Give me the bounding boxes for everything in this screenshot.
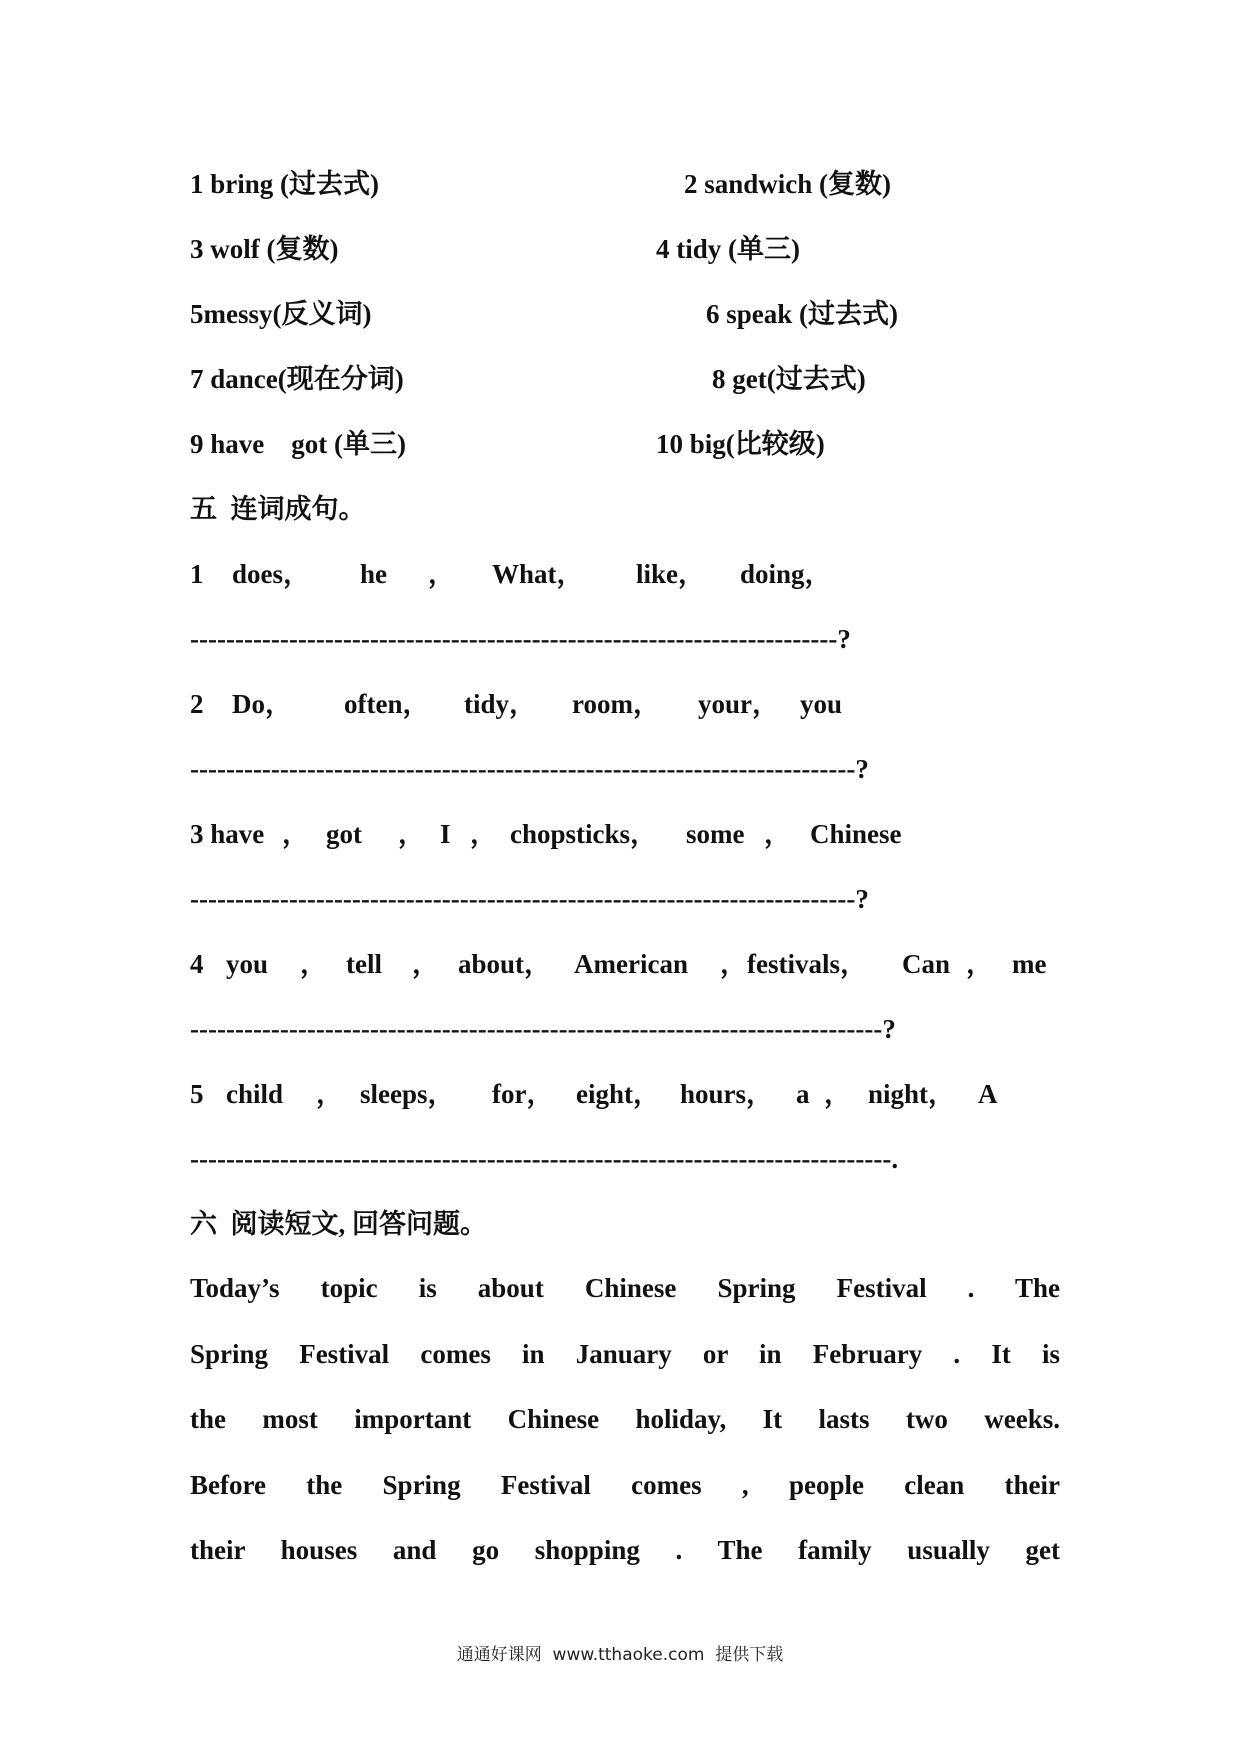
section-title-text: 五 连词成句。 bbox=[190, 494, 366, 524]
word: ， bbox=[428, 559, 455, 589]
word: 3 have bbox=[190, 819, 265, 849]
answer-line bbox=[0, 999, 1240, 1059]
word-form-item: 10 big(比较级) bbox=[656, 429, 825, 459]
answer-dashes: --------------------------------------------------------------------------? bbox=[190, 884, 869, 914]
word: ， bbox=[764, 819, 791, 849]
word: ， bbox=[412, 949, 439, 979]
answer-line bbox=[0, 1129, 1240, 1189]
word: for， bbox=[492, 1079, 554, 1109]
word: you bbox=[800, 689, 843, 719]
word: about， bbox=[458, 949, 552, 979]
section-title bbox=[0, 1194, 1240, 1254]
answer-dashes: -----------------------------------------------------------------------------? bbox=[190, 1014, 896, 1044]
word-form-row bbox=[0, 349, 1240, 409]
word-form-item: 5messy(反义词) bbox=[190, 299, 372, 329]
word: tell bbox=[346, 949, 382, 979]
word: ， bbox=[316, 1079, 343, 1109]
scrambled-words-row bbox=[0, 544, 1240, 604]
passage-line: their houses and go shopping . The family usually get bbox=[190, 1535, 1060, 1565]
answer-line bbox=[0, 869, 1240, 929]
word: like， bbox=[636, 559, 706, 589]
word-form-item: 1 bring (过去式) bbox=[190, 169, 379, 199]
word: What， bbox=[492, 559, 584, 589]
footer-text: 通通好课网 www.tthaoke.com 提供下载 bbox=[456, 1645, 784, 1665]
word: 1 bbox=[190, 559, 204, 589]
section-title bbox=[0, 479, 1240, 539]
word: I bbox=[440, 819, 451, 849]
answer-line bbox=[0, 609, 1240, 669]
word-form-row bbox=[0, 154, 1240, 214]
word-form-item: 3 wolf (复数) bbox=[190, 234, 339, 264]
word-form-item: 6 speak (过去式) bbox=[706, 299, 899, 329]
word: some bbox=[686, 819, 745, 849]
word-form-item: 4 tidy (单三) bbox=[656, 234, 800, 264]
word: does， bbox=[232, 559, 311, 589]
word: got bbox=[326, 819, 362, 849]
word: a bbox=[796, 1079, 810, 1109]
scrambled-words-row bbox=[0, 674, 1240, 734]
passage-line: Spring Festival comes in January or in February . It is bbox=[190, 1338, 1060, 1369]
word-form-item: 9 have got (单三) bbox=[190, 429, 406, 459]
word: 5 bbox=[190, 1079, 204, 1109]
word: child bbox=[226, 1079, 284, 1109]
answer-dashes: ------------------------------------------------------------------------------. bbox=[190, 1144, 899, 1174]
word-form-item: 7 dance(现在分词) bbox=[190, 364, 404, 394]
word: ，festivals， bbox=[720, 949, 867, 979]
word-form-row bbox=[0, 284, 1240, 344]
word-form-item: 2 sandwich (复数) bbox=[684, 169, 892, 199]
reading-passage bbox=[190, 1256, 1060, 1584]
word: me bbox=[1012, 949, 1047, 979]
word: 4 bbox=[190, 949, 204, 979]
word: 2 bbox=[190, 689, 204, 719]
word-form-item: 8 get(过去式) bbox=[712, 364, 866, 394]
word: Can bbox=[902, 949, 951, 979]
word-form-row bbox=[0, 414, 1240, 474]
word-form-row bbox=[0, 219, 1240, 279]
section-title-text: 六 阅读短文, 回答问题。 bbox=[190, 1209, 487, 1239]
word: ， bbox=[300, 949, 327, 979]
word: often， bbox=[344, 689, 430, 719]
word: sleeps， bbox=[360, 1079, 455, 1109]
word: he bbox=[360, 559, 387, 589]
word: A bbox=[978, 1079, 998, 1109]
scrambled-words-row bbox=[0, 1064, 1240, 1124]
passage-line: Before the Spring Festival comes , people clean their bbox=[190, 1469, 1060, 1500]
page-footer bbox=[0, 1640, 1240, 1665]
word: you bbox=[226, 949, 269, 979]
word: Chinese bbox=[810, 819, 902, 849]
word: night， bbox=[868, 1079, 956, 1109]
scrambled-words-row bbox=[0, 934, 1240, 994]
passage-line: the most important Chinese holiday, It lasts two weeks. bbox=[190, 1404, 1060, 1434]
word: eight， bbox=[576, 1079, 660, 1109]
answer-line bbox=[0, 739, 1240, 799]
word: your， bbox=[698, 689, 779, 719]
word: Do， bbox=[232, 689, 292, 719]
word: ， bbox=[470, 819, 497, 849]
passage-line: Today’s topic is about Chinese Spring Festival . The bbox=[190, 1273, 1060, 1303]
word: tidy， bbox=[464, 689, 537, 719]
word: ， bbox=[398, 819, 425, 849]
word: chopsticks， bbox=[510, 819, 658, 849]
answer-dashes: --------------------------------------------------------------------------? bbox=[190, 754, 869, 784]
word: hours， bbox=[680, 1079, 774, 1109]
word: doing， bbox=[740, 559, 832, 589]
scrambled-words-row bbox=[0, 804, 1240, 864]
word: American bbox=[574, 949, 688, 979]
word: ， bbox=[966, 949, 993, 979]
word: ， bbox=[282, 819, 309, 849]
word: ， bbox=[824, 1079, 851, 1109]
answer-dashes: ------------------------------------------------------------------------? bbox=[190, 624, 851, 654]
word: room， bbox=[572, 689, 660, 719]
